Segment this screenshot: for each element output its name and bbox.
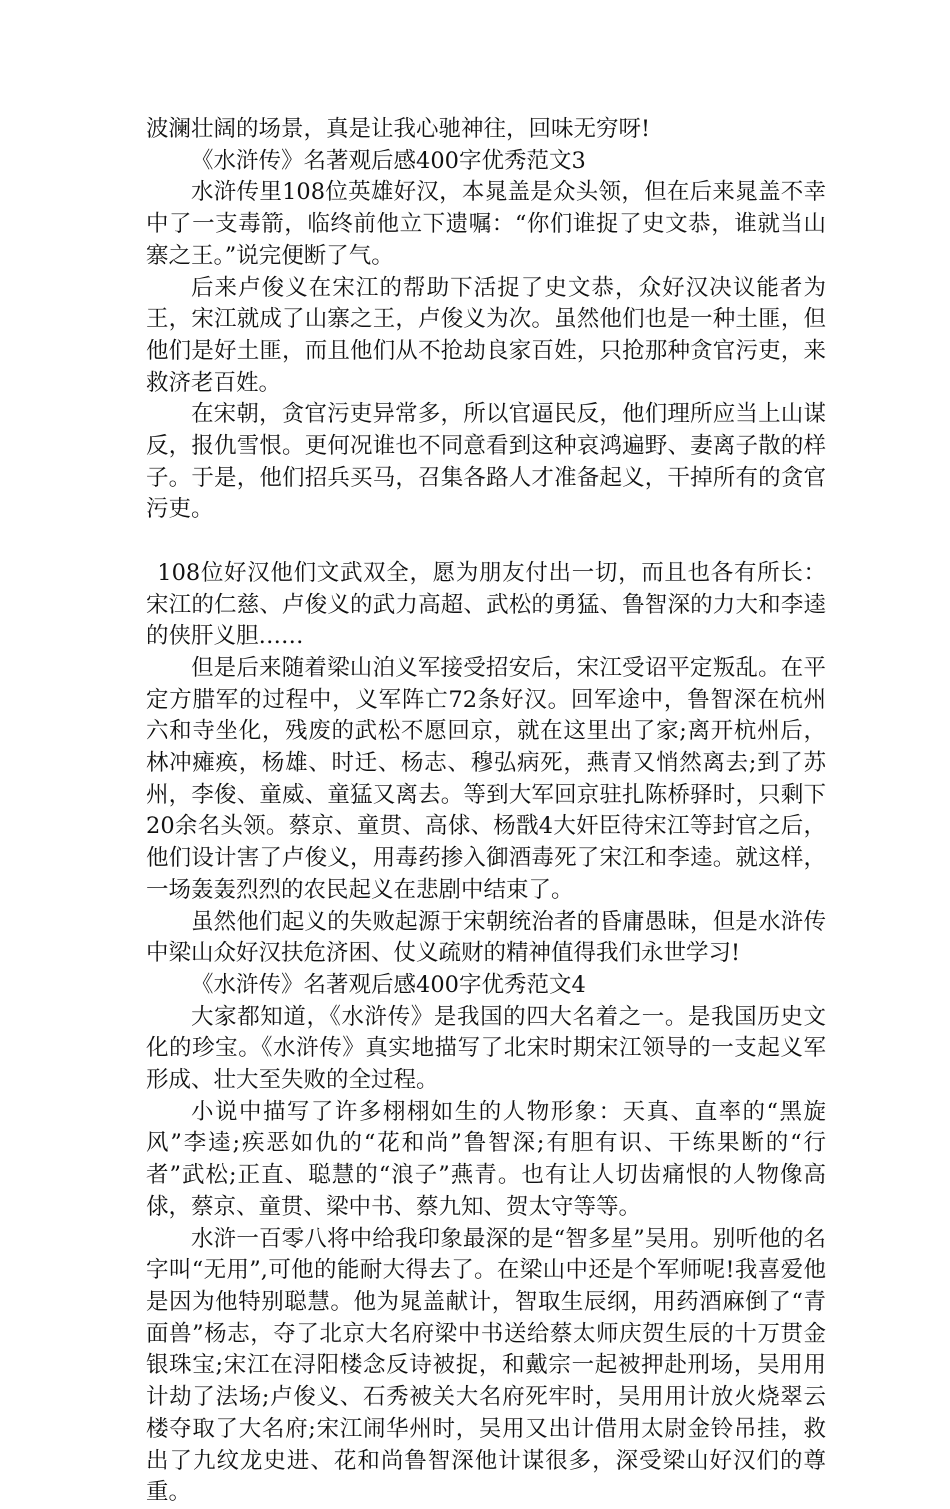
paragraph: 大家都知道，《水浒传》是我国的四大名着之一。是我国历史文化的珍宝。《水浒传》真实地描写了北宋时期宋江领导的一支起义军形成、壮大至失败的全过程。 [146,1003,826,1094]
paragraph-continuation: 波澜壮阔的场景，真是让我心驰神往，回味无穷呀! [146,116,651,142]
paragraph: 水浒传里108位英雄好汉，本晁盖是众头领，但在后来晁盖不幸中了一支毒箭，临终前他立下遗嘱：“你们谁捉了史文恭，谁就当山寨之王。”说完便断了气。 [146,179,826,269]
paragraph: 小说中描写了许多栩栩如生的人物形象：天真、直率的“黑旋风”李逵;疾恶如仇的“花和尚”鲁智深;有胆有识、干练果断的“行者”武松;正直、聪慧的“浪子”燕青。也有让人切齿痛恨的人物像高俅，蔡京、童贯、梁中书、蔡九知、贺太守等等。 [146,1098,826,1220]
paragraph: 虽然他们起义的失败起源于宋朝统治者的昏庸愚昧，但是水浒传中梁山众好汉扶危济困、仗义疏财的精神值得我们永世学习! [146,908,826,967]
paragraph: 后来卢俊义在宋江的帮助下活捉了史文恭，众好汉决议能者为王，宋江就成了山寨之王，卢俊义为次。虽然他们也是一种土匪，但他们是好土匪，而且他们从不抢劫良家百姓，只抢那种贪官污吏，来救济老百姓。 [146,274,826,396]
paragraph: 但是后来随着梁山泊义军接受招安后，宋江受诏平定叛乱。在平定方腊军的过程中，义军阵亡72条好汉。回军途中，鲁智深在杭州六和寺坐化，残废的武松不愿回京，就在这里出了家;离开杭州后，林冲瘫痪，杨雄、时迁、杨志、穆弘病死，燕青又悄然离去;到了苏州，李俊、童威、童猛又离去。等到大军回京驻扎陈桥驿时，只剩下20余名头领。蔡京、童贯、高俅、杨戬4大奸臣待宋江等封官之后，他们设计害了卢俊义，用毒药掺入御酒毒死了宋江和李逵。就这样，一场轰轰烈烈的农民起义在悲剧中结束了。 [146,654,826,903]
paragraph: 108位好汉他们文武双全，愿为朋友付出一切，而且也各有所长：宋江的仁慈、卢俊义的武力高超、武松的勇猛、鲁智深的力大和李逵的侠肝义胆…… [146,559,826,650]
paragraph: 在宋朝，贪官污吏异常多，所以官逼民反，他们理所应当上山谋反，报仇雪恨。更何况谁也不同意看到这种哀鸿遍野、妻离子散的样子。于是，他们招兵买马，召集各路人才准备起义，干掉所有的贪官污吏。 [146,401,826,523]
paragraph: 水浒一百零八将中给我印象最深的是“智多星”吴用。别听他的名字叫“无用”,可他的能耐大得去了。在梁山中还是个军师呢!我喜爱他是因为他特别聪慧。他为晁盖献计，智取生辰纲，用药酒麻倒了“青面兽”杨志，夺了北京大名府梁中书送给蔡太师庆贺生辰的十万贯金银珠宝;宋江在浔阳楼念反诗被捉，和戴宗一起被押赴刑场，吴用用计劫了法场;卢俊义、石秀被关大名府死牢时，吴用用计放火烧翠云楼夺取了大名府;宋江闹华州时，吴用又出计借用太尉金铃吊挂，救出了九纹龙史进、花和尚鲁智深他计谋很多，深受梁山好汉们的尊重。 [146,1225,826,1506]
article-body [146,114,826,1509]
section-title-3: 《水浒传》名著观后感400字优秀范文3 [191,147,586,174]
section-title-4: 《水浒传》名著观后感400字优秀范文4 [191,971,586,998]
